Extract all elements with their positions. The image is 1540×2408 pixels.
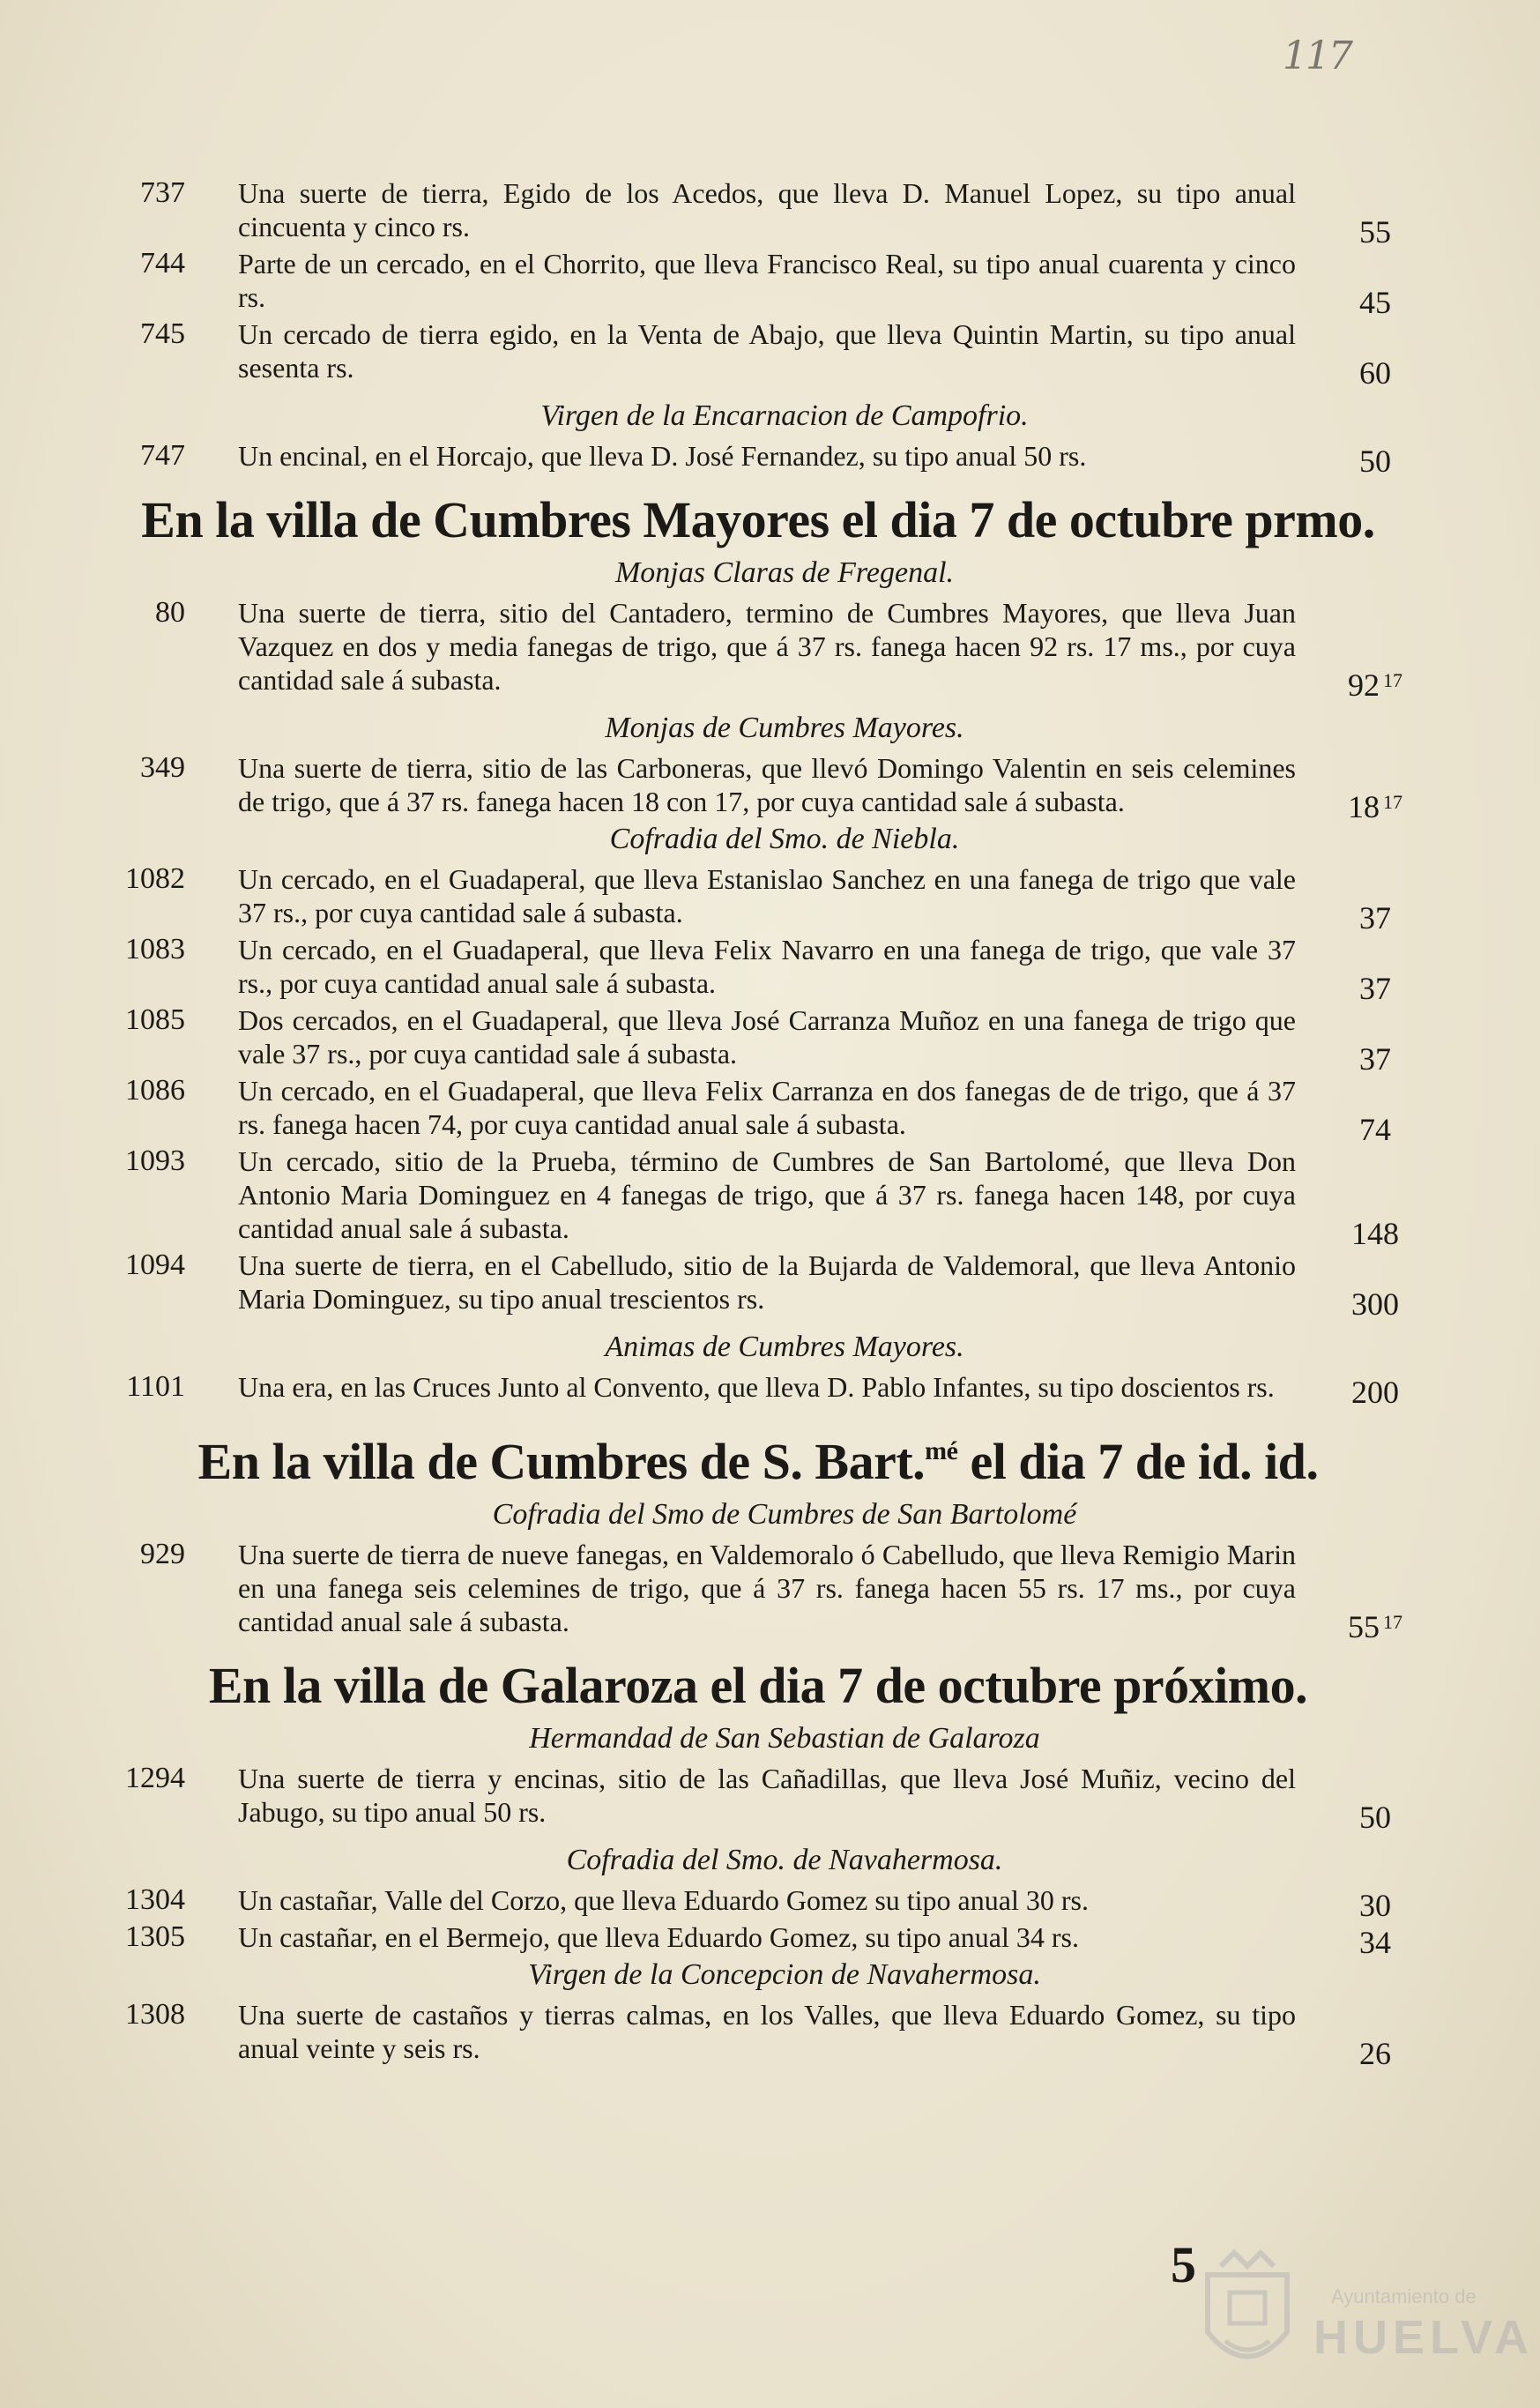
lot-amount: 37 [1359,971,1391,1006]
lot-number: 1093 [125,1144,185,1177]
lot-number: 1305 [125,1920,185,1953]
lot-amount: 92 $^{17}$ [1348,667,1402,703]
lot-number: 745 [140,317,185,350]
lot-description: Una suerte de tierra, Egido de los Acedos, que lleva D. Manuel Lopez, su tipo anual cincuenta y cinco rs. [238,177,1296,242]
lot-number: 1101 [126,1370,185,1403]
lot-number: 1082 [125,862,185,895]
page-number: 5 [1171,2236,1196,2293]
lot-description: Parte de un cercado, en el Chorrito, que lleva Francisco Real, su tipo anual cuarenta y cinco rs. [238,248,1296,313]
lot-amount: 200 [1351,1375,1399,1410]
lot-number: 744 [140,247,185,280]
lot-description: Una suerte de tierra y encinas, sitio de las Cañadillas, que lleva José Muñiz, vecino del Jabugo, su tipo anual 50 rs. [238,1763,1296,1828]
lot-description: Un castañar, Valle del Corzo, que lleva Eduardo Gomez su tipo anual 30 rs. [238,1884,1089,1916]
lot-description: Una suerte de castaños y tierras calmas, en los Valles, que lleva Eduardo Gomez, su tipo anual veinte y seis rs. [238,1999,1296,2064]
owner-heading: Cofradia del Smo. de Navahermosa. [566,1844,1003,1876]
lot-amount: 45 [1359,285,1391,320]
archive-watermark [1199,2240,1534,2389]
lot-description: Una suerte de tierra, en el Cabelludo, sitio de la Bujarda de Valdemoral, que lleva Antonio Maria Dominguez, su tipo anual trescientos rs. [238,1249,1296,1315]
lot-entry [88,1538,1428,1644]
lot-description: Un castañar, en el Bermejo, que lleva Eduardo Gomez, su tipo anual 34 rs. [238,1921,1079,1953]
owner-heading: Hermandad de San Sebastian de Galaroza [529,1722,1040,1755]
lot-entry [88,1998,1428,2071]
lot-entry [88,1920,1428,1960]
owner-heading: Cofradia del Smo. de Niebla. [609,823,960,855]
lot-description: Dos cercados, en el Guadaperal, que lleva José Carranza Muñoz en una fanega de trigo que vale 37 rs., por cuya cantidad sale á subasta. [238,1004,1296,1070]
owner-heading: Monjas de Cumbres Mayores. [605,712,964,744]
lot-number: 747 [140,439,185,472]
lot-description: Un encinal, en el Horcajo, que lleva D. José Fernandez, su tipo anual 50 rs. [238,440,1087,472]
owner-heading: Animas de Cumbres Mayores. [605,1331,964,1363]
lot-amount: 26 [1359,2036,1391,2071]
lot-number: 1086 [125,1074,185,1107]
lot-entry [88,247,1428,320]
lot-entry [88,596,1428,703]
lot-description: Una suerte de tierra, sitio de las Carboneras, que llevó Domingo Valentin en seis celemines de trigo, que á 37 rs. fanega hacen 18 con 17, por cuya cantidad sale á subasta. [238,752,1296,817]
lot-number: 1085 [125,1003,185,1036]
lot-entry [88,176,1428,250]
lot-entry [88,439,1428,479]
lot-amount: 74 [1359,1112,1391,1147]
lot-amount: 50 [1359,444,1391,479]
lot-description: Un cercado, en el Guadaperal, que lleva Felix Carranza en dos fanegas de de trigo, que á 37 rs. fanega hacen 74, por cuya cantidad anual sale á subasta. [238,1075,1296,1140]
document-body [88,176,1428,2069]
city-crest-icon [1199,2248,1296,2381]
lot-amount: 34 [1359,1925,1391,1960]
lot-amount: 30 [1359,1888,1391,1923]
lot-entry [88,317,1428,391]
lot-description: Un cercado de tierra egido, en la Venta de Abajo, que lleva Quintin Martin, su tipo anual sesenta rs. [238,318,1296,384]
lot-entry [88,1883,1428,1923]
lot-number: 80 [155,596,185,629]
lot-amount: 60 [1359,355,1391,391]
lot-number: 929 [140,1538,185,1570]
lot-entry [88,1370,1428,1410]
lot-amount: 55 [1359,214,1391,250]
lot-description: Una suerte de tierra de nueve fanegas, en Valdemoralo ó Cabelludo, que lleva Remigio Marin en una fanega seis celemines de trigo, que á 37 rs. fanega hacen 55 rs. 17 ms., por cuya cantidad anual sale á subasta. [238,1539,1296,1637]
handwritten-folio: 117 [1283,34,1351,78]
watermark-line2: HUELVA [1313,2311,1534,2364]
lot-amount: 55 $^{17}$ [1348,1609,1402,1644]
lot-entry [88,933,1428,1006]
lot-number: 349 [140,751,185,784]
lot-amount: 300 [1351,1286,1399,1322]
watermark-line1: Ayuntamiento de [1331,2285,1477,2307]
lot-number: 1308 [125,1998,185,2031]
lot-number: 1083 [125,933,185,965]
lot-description: Una suerte de tierra, sitio del Cantadero, termino de Cumbres Mayores, que lleva Juan Vazquez en dos y media fanegas de trigo, que á 37 rs. fanega hacen 92 rs. 17 ms., por cuya cantidad sale á subasta. [238,597,1296,696]
lot-entry [88,1003,1428,1077]
lot-amount: 148 [1351,1216,1399,1251]
lot-entry [88,1762,1428,1835]
lot-entry [88,1144,1428,1251]
lot-amount: 37 [1359,1041,1391,1077]
lot-description: Un cercado, sitio de la Prueba, término de Cumbres de San Bartolomé, que lleva Don Antonio Maria Dominguez en 4 fanegas de trigo, que á 37 rs. fanega hacen 148, por cuya cantidad anual sale á subasta. [238,1145,1296,1244]
section-heading: En la villa de Cumbres de S. Bart.$^{mé}$ el dia 7 de id. id. [197,1433,1319,1490]
lot-entry [88,1249,1428,1322]
lot-entry [88,1074,1428,1147]
section-heading: En la villa de Cumbres Mayores el dia 7 de octubre prmo. [141,491,1375,548]
section-heading: En la villa de Galaroza el dia 7 de octubre próximo. [208,1657,1308,1714]
lot-amount: 37 [1359,900,1391,936]
lot-entry [88,862,1428,936]
lot-number: 1294 [125,1762,185,1794]
lot-description: Un cercado, en el Guadaperal, que lleva Estanislao Sanchez en una fanega de trigo que vale 37 rs., por cuya cantidad sale á subasta. [238,863,1296,928]
lot-number: 1304 [125,1883,185,1916]
lot-description: Una era, en las Cruces Junto al Convento, que lleva D. Pablo Infantes, su tipo doscientos rs. [238,1371,1275,1403]
owner-heading: Monjas Claras de Fregenal. [614,556,955,589]
lot-amount: 50 [1359,1800,1391,1835]
lot-number: 737 [140,176,185,209]
lot-entry [88,751,1428,824]
lot-description: Un cercado, en el Guadaperal, que lleva Felix Navarro en una fanega de trigo, que vale 37 rs., por cuya cantidad anual sale á subasta. [238,934,1296,999]
owner-heading: Cofradia del Smo de Cumbres de San Bartolomé [492,1498,1077,1531]
lot-amount: 18 $^{17}$ [1348,789,1402,824]
lot-number: 1094 [125,1249,185,1281]
owner-heading: Virgen de la Concepcion de Navahermosa. [528,1958,1041,1991]
owner-heading: Virgen de la Encarnacion de Campofrio. [540,399,1029,432]
